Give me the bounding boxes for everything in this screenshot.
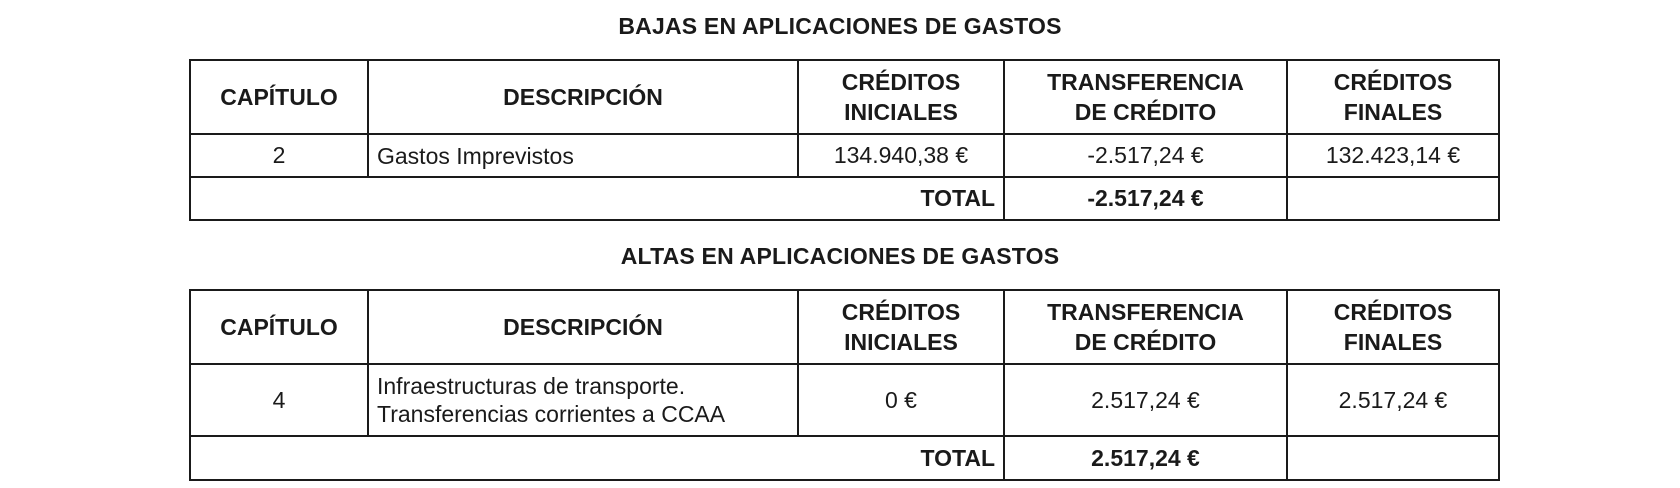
altas-table: [189, 289, 1500, 481]
bajas-total-value: -2.517,24 €: [1004, 177, 1287, 220]
altas-cell-capitulo: 4: [190, 364, 368, 436]
bajas-cell-capitulo: 2: [190, 134, 368, 177]
bajas-cell-descripcion: Gastos Imprevistos: [368, 134, 798, 177]
altas-cell-creditos-finales: 2.517,24 €: [1287, 364, 1499, 436]
altas-header-creditos-iniciales-line1: CRÉDITOS: [841, 299, 961, 325]
bajas-header-transferencia-line1: TRANSFERENCIA: [1047, 69, 1244, 95]
altas-cell-descripcion-line2: Transferencias corrientes a CCAA: [377, 401, 726, 427]
bajas-header-creditos-finales-line1: CRÉDITOS: [1333, 69, 1453, 95]
altas-header-creditos-iniciales-line2: INICIALES: [844, 329, 958, 355]
bajas-header-descripcion-text: DESCRIPCIÓN: [503, 84, 663, 110]
bajas-total-empty-cell: [1287, 177, 1499, 220]
bajas-header-creditos-iniciales-line2: INICIALES: [844, 99, 958, 125]
bajas-header-creditos-finales-line2: FINALES: [1343, 99, 1443, 125]
altas-total-empty-cell: [1287, 436, 1499, 480]
altas-header-transferencia: [1004, 290, 1287, 364]
altas-cell-descripcion: [368, 364, 798, 436]
table-row: [190, 364, 1499, 436]
altas-header-transferencia-line1: TRANSFERENCIA: [1047, 299, 1244, 325]
bajas-header-creditos-finales: [1287, 60, 1499, 134]
altas-header-creditos-finales-line1: CRÉDITOS: [1333, 299, 1453, 325]
bajas-header-creditos-iniciales: [798, 60, 1004, 134]
altas-header-creditos-iniciales: [798, 290, 1004, 364]
bajas-header-creditos-iniciales-line1: CRÉDITOS: [841, 69, 961, 95]
bajas-total-row: [190, 177, 1499, 220]
altas-total-row: [190, 436, 1499, 480]
altas-header-creditos-finales-line2: FINALES: [1343, 329, 1443, 355]
bajas-header-descripcion: [368, 60, 798, 134]
altas-cell-creditos-iniciales: 0 €: [798, 364, 1004, 436]
altas-header-descripcion-text: DESCRIPCIÓN: [503, 314, 663, 340]
table-row: [190, 134, 1499, 177]
altas-header-capitulo-text: CAPÍTULO: [220, 314, 338, 340]
bajas-header-row: [190, 60, 1499, 134]
altas-cell-transferencia: 2.517,24 €: [1004, 364, 1287, 436]
altas-total-value: 2.517,24 €: [1004, 436, 1287, 480]
bajas-header-transferencia-line2: DE CRÉDITO: [1074, 99, 1217, 125]
bajas-section-title: BAJAS EN APLICACIONES DE GASTOS: [618, 13, 1062, 39]
bajas-cell-creditos-iniciales: 134.940,38 €: [798, 134, 1004, 177]
altas-header-transferencia-line2: DE CRÉDITO: [1074, 329, 1217, 355]
bajas-cell-creditos-finales: 132.423,14 €: [1287, 134, 1499, 177]
bajas-total-label: TOTAL: [190, 177, 1004, 220]
bajas-table: [189, 59, 1500, 221]
altas-cell-descripcion-line1: Infraestructuras de transporte.: [377, 373, 686, 399]
bajas-header-capitulo: [190, 60, 368, 134]
bajas-header-transferencia: [1004, 60, 1287, 134]
altas-total-label: TOTAL: [190, 436, 1004, 480]
altas-header-capitulo: [190, 290, 368, 364]
bajas-header-capitulo-text: CAPÍTULO: [220, 84, 338, 110]
altas-section-title: ALTAS EN APLICACIONES DE GASTOS: [620, 243, 1060, 269]
altas-header-descripcion: [368, 290, 798, 364]
bajas-cell-transferencia: -2.517,24 €: [1004, 134, 1287, 177]
altas-header-row: [190, 290, 1499, 364]
altas-header-creditos-finales: [1287, 290, 1499, 364]
